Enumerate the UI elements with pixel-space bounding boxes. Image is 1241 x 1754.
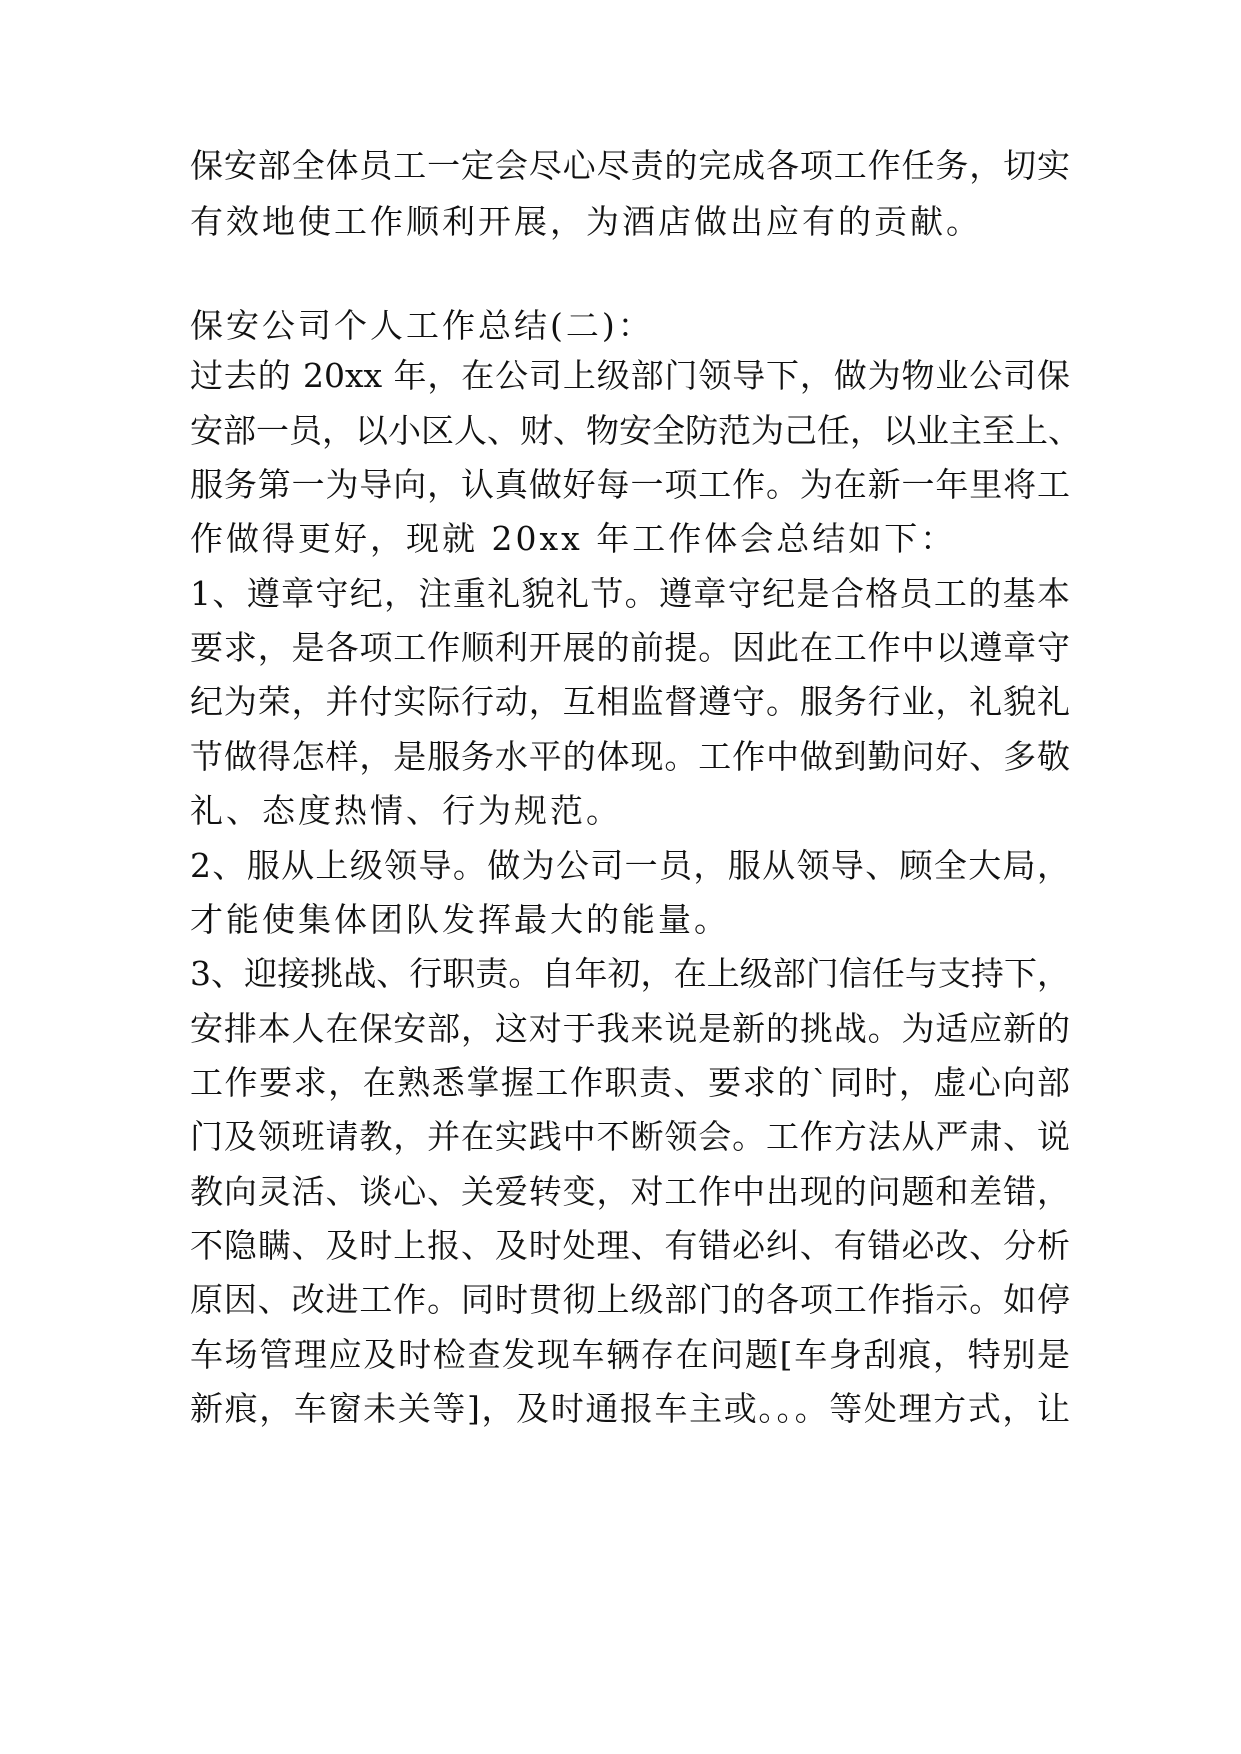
body-line-10: 2、服从上级领导。做为公司一员，服从领导、顾全大局， xyxy=(190,846,1070,885)
body-line-13: 安排本人在保安部，这对于我来说是新的挑战。为适应新的 xyxy=(190,1009,1070,1048)
intro-line-1: 保安部全体员工一定会尽心尽责的完成各项工作任务，切实 xyxy=(190,146,1070,185)
body-line-16: 教向灵活、谈心、关爱转变，对工作中出现的问题和差错， xyxy=(190,1172,1070,1211)
body-line-6: 要求，是各项工作顺利开展的前提。因此在工作中以遵章守 xyxy=(190,628,1070,667)
body-line-5: 1、遵章守纪，注重礼貌礼节。遵章守纪是合格员工的基本 xyxy=(190,574,1070,613)
body-line-9: 礼、态度热情、行为规范。 xyxy=(190,791,622,830)
body-line-8: 节做得怎样，是服务水平的体现。工作中做到勤问好、多敬 xyxy=(190,737,1070,776)
body-line-15: 门及领班请教，并在实践中不断领会。工作方法从严肃、说 xyxy=(190,1117,1070,1156)
body-line-12: 3、迎接挑战、行职责。自年初，在上级部门信任与支持下， xyxy=(190,954,1070,993)
body-line-17: 不隐瞒、及时上报、及时处理、有错必纠、有错必改、分析 xyxy=(190,1226,1070,1265)
body-line-18: 原因、改进工作。同时贯彻上级部门的各项工作指示。如停 xyxy=(190,1280,1070,1319)
body-line-11: 才能使集体团队发挥最大的能量。 xyxy=(190,900,730,939)
body-line-14: 工作要求，在熟悉掌握工作职责、要求的`同时，虚心向部 xyxy=(190,1063,1070,1102)
body-line-19: 车场管理应及时检查发现车辆存在问题[车身刮痕，特别是 xyxy=(190,1335,1070,1374)
section-title: 保安公司个人工作总结(二)： xyxy=(190,306,654,345)
body-line-4: 作做得更好，现就 20xx 年工作体会总结如下： xyxy=(190,519,957,558)
body-line-7: 纪为荣，并付实际行动，互相监督遵守。服务行业，礼貌礼 xyxy=(190,682,1070,721)
body-line-2: 安部一员，以小区人、财、物安全防范为己任，以业主至上、 xyxy=(190,411,1081,450)
intro-line-2: 有效地使工作顺利开展，为酒店做出应有的贡献。 xyxy=(190,202,982,241)
body-line-20: 新痕，车窗未关等]，及时通报车主或。。。等处理方式，让 xyxy=(190,1389,1070,1428)
body-line-3: 服务第一为导向，认真做好每一项工作。为在新一年里将工 xyxy=(190,465,1070,504)
body-line-1: 过去的 20xx 年，在公司上级部门领导下，做为物业公司保 xyxy=(190,356,1070,395)
